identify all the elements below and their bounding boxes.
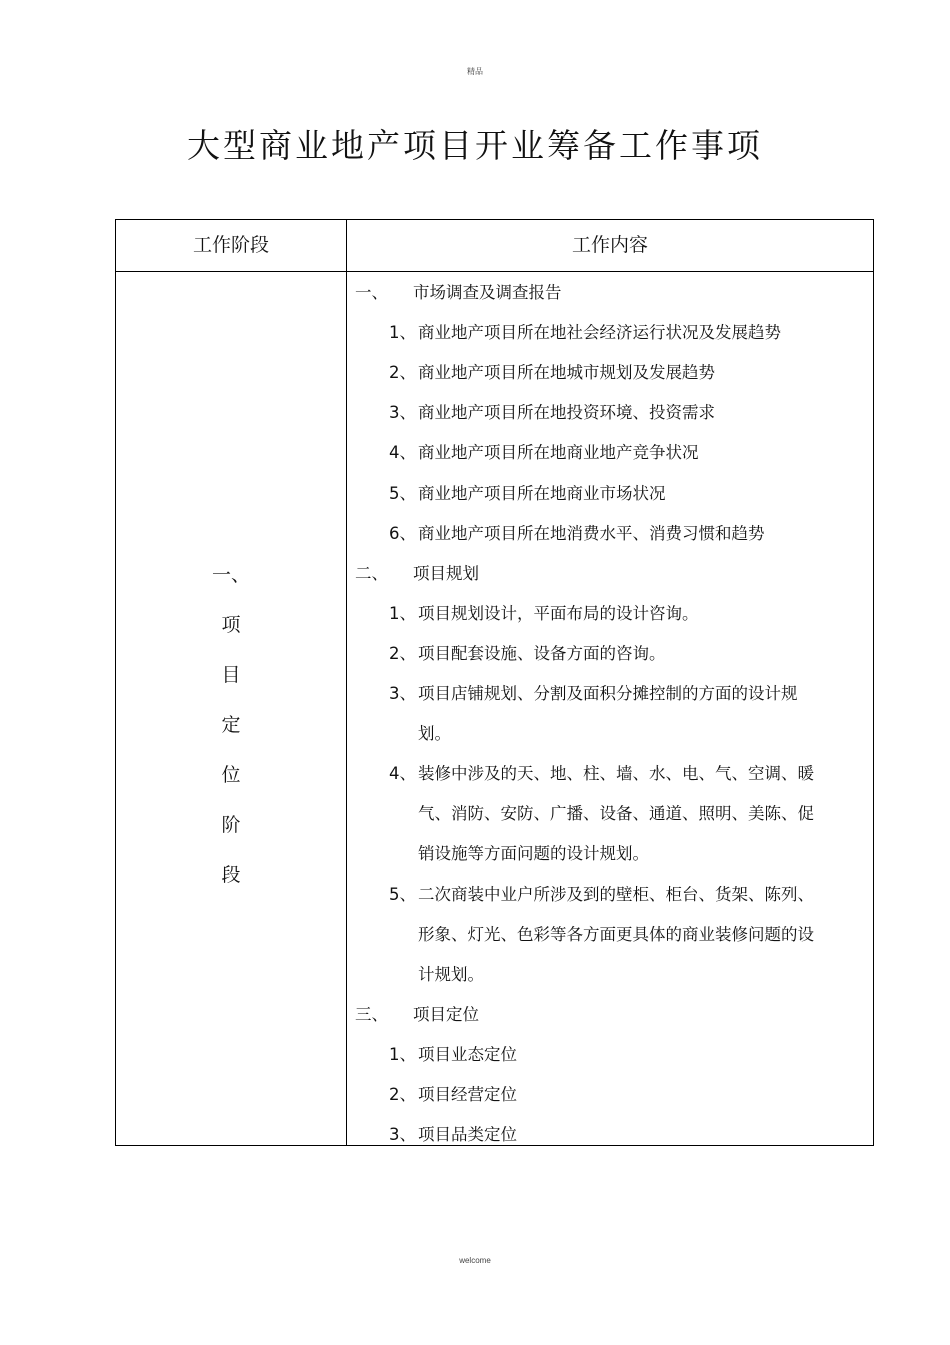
item-number: 4、 xyxy=(389,443,416,463)
item-text: 气、消防、安防、广播、设备、通道、照明、美陈、促 xyxy=(418,804,814,824)
item-text: 商业地产项目所在地商业地产竞争状况 xyxy=(418,443,699,463)
column-divider xyxy=(346,220,347,1145)
stage-char: 位 xyxy=(221,764,241,786)
stage-char: 一、 xyxy=(211,564,250,586)
item-text: 计规划。 xyxy=(418,964,484,984)
item-number: 1、 xyxy=(389,1044,416,1064)
item-text: 商业地产项目所在地消费水平、消费习惯和趋势 xyxy=(418,523,765,543)
item-number: 6、 xyxy=(389,523,416,543)
item-number: 2、 xyxy=(389,1085,416,1104)
footer-watermark: welcome xyxy=(459,1256,491,1265)
item-text: 项目经营定位 xyxy=(418,1085,517,1104)
section-number: 二、 xyxy=(355,563,388,583)
stage-char: 阶 xyxy=(221,814,241,836)
item-text: 项目店铺规划、分割及面积分摊控制的方面的设计规 xyxy=(418,684,798,703)
item-text: 销设施等方面问题的设计规划。 xyxy=(418,844,649,864)
item-number: 1、 xyxy=(389,323,416,343)
item-number: 5、 xyxy=(389,884,416,904)
document-title: 大型商业地产项目开业筹备工作事项 xyxy=(187,126,763,165)
item-number: 2、 xyxy=(389,643,416,663)
item-text: 划。 xyxy=(418,724,451,744)
stage-char: 定 xyxy=(221,714,241,736)
header-watermark: 精品 xyxy=(467,67,483,76)
item-text: 商业地产项目所在地社会经济运行状况及发展趋势 xyxy=(418,323,781,343)
work-table xyxy=(115,219,874,1146)
item-number: 3、 xyxy=(389,684,416,703)
item-text: 商业地产项目所在地商业市场状况 xyxy=(418,483,666,503)
item-number: 3、 xyxy=(389,403,416,423)
item-text: 二次商装中业户所涉及到的壁柜、柜台、货架、陈列、 xyxy=(418,884,814,904)
stage-cell xyxy=(116,550,346,900)
column-header-content: 工作内容 xyxy=(571,234,648,256)
item-text: 商业地产项目所在地城市规划及发展趋势 xyxy=(418,363,715,383)
table-header-row xyxy=(116,220,873,272)
item-number: 5、 xyxy=(389,483,416,503)
item-number: 2、 xyxy=(389,363,416,383)
item-text: 商业地产项目所在地投资环境、投资需求 xyxy=(418,403,715,423)
section-title: 项目定位 xyxy=(413,1004,479,1024)
item-text: 装修中涉及的天、地、柱、墙、水、电、气、空调、暖 xyxy=(418,764,814,784)
item-number: 4、 xyxy=(389,764,416,784)
section-title: 项目规划 xyxy=(413,563,479,583)
section-number: 一、 xyxy=(355,283,388,302)
stage-char: 段 xyxy=(221,864,241,886)
column-header-stage: 工作阶段 xyxy=(192,234,269,256)
section-number: 三、 xyxy=(355,1004,388,1024)
item-text: 项目业态定位 xyxy=(418,1044,517,1064)
stage-char: 目 xyxy=(221,664,241,686)
item-text: 项目规划设计，平面布局的设计咨询。 xyxy=(418,603,699,623)
stage-char: 项 xyxy=(221,614,241,636)
section-title: 市场调查及调查报告 xyxy=(413,283,562,302)
item-text: 项目品类定位 xyxy=(418,1125,517,1145)
item-number: 3、 xyxy=(389,1125,416,1145)
item-text: 形象、灯光、色彩等各方面更具体的商业装修问题的设 xyxy=(418,924,814,944)
item-number: 1、 xyxy=(389,603,416,623)
item-text: 项目配套设施、设备方面的咨询。 xyxy=(418,643,666,663)
